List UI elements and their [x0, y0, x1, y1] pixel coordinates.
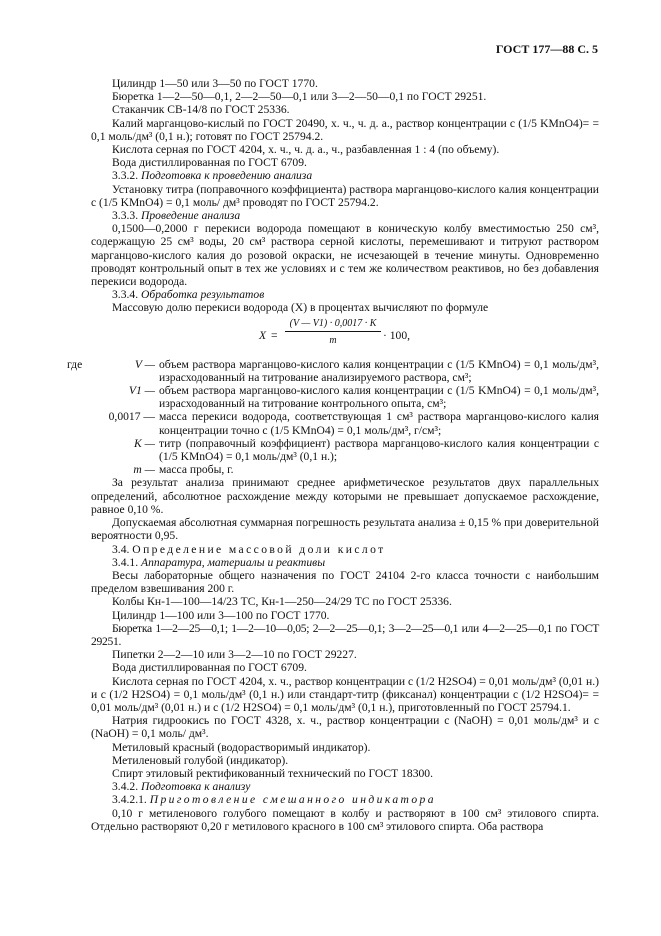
text-line: Кислота серная по ГОСТ 4204, х. ч., ч. д. а., ч., разбавленная 1 : 4 (по объему). [112, 143, 500, 157]
text-line: Бюретка 1—2—25—0,1; 1—2—10—0,05; 2—2—25—0,1; 3—2—25—0,1 или 4—2—25—0,1 по ГОСТ 29251. [91, 621, 599, 648]
text-line: Метиловый красный (водорастворимый индикатор). [112, 740, 371, 754]
section-heading-3-4-2: 3.4.2. Подготовка к анализу [112, 780, 251, 794]
definition-row [91, 437, 599, 463]
definition-text: объем раствора марганцово-кислого калия концентрации c (1/5 KMnO4) = 0,1 моль/дм³, израсходованный на титрование анализируемого раствора, см³; [159, 357, 599, 384]
definition-row [91, 384, 599, 410]
text-paragraph: Натрия гидроокись по ГОСТ 4328, х. ч., раствор концентрации c (NaOH) = 0,01 моль/дм³ и c (NaOH) = 0,1 моль/ дм³. [91, 714, 599, 741]
definition-row [91, 463, 599, 476]
text-line: Пипетки 2—2—10 или 3—2—10 по ГОСТ 29227. [112, 648, 357, 662]
definition-row [91, 410, 599, 436]
text-line: Колбы Кн-1—100—14/23 ТС, Кн-1—250—24/29 ТС по ГОСТ 25336. [112, 595, 452, 609]
definition-text: масса пробы, г. [159, 463, 234, 477]
formula-fraction [285, 317, 381, 347]
text-paragraph: Установку титра (поправочного коэффициента) раствора марганцово-кислого калия концентрации c (1/5 KMnO4) = 0,1 моль/ дм³ проводят по ГОСТ 25794.2. [91, 182, 599, 209]
text-line: Цилиндр 1—50 или 3—50 по ГОСТ 1770. [112, 77, 318, 90]
formula-equals: = [271, 328, 278, 342]
definition-text: титр (поправочный коэффициент) раствора марганцово-кислого калия концентрации c (1/5 KMnO4) = 0,1 моль/дм³ (0,1 н.); [159, 436, 599, 464]
page-header: ГОСТ 177—88 С. 5 [495, 42, 598, 56]
formula-denominator: m [329, 334, 337, 346]
text-line: Цилиндр 1—100 или 3—100 по ГОСТ 1770. [112, 608, 330, 622]
text-paragraph: Кислота серная по ГОСТ 4204, х. ч., раствор концентрации c (1/2 H2SO4) = 0,01 моль/дм³ (0,01 н.) и c (1/2 H2SO4) = 0,1 моль/дм³ (0,1 н.) или стандарт-титр (фиксанал) концентрации c (1/2 H2SO4)= = 0,01 моль/дм³ (0,01 н.) и c (1/2 H2SO4) = 0,1 моль/дм³ (0,1 н.), приготовленный по ГОСТ 25794.1. [91, 674, 599, 714]
text-paragraph: 0,1500—0,2000 г перекиси водорода помещают в коническую колбу вместимостью 250 см³, содержащую 25 см³ воды, 20 см³ раствора серной кислоты, перемешивают и титруют раствором марганцово-кислого калия до розовой окраски, не исчезающей в течение минуты. Одновременно проводят контрольный опыт в тех же условиях и с тем же количеством реактивов, но без добавления перекиси водорода. [91, 222, 599, 289]
section-heading-3-4: 3.4. Определение массовой доли кислот [112, 542, 386, 556]
text-paragraph: Весы лабораторные общего назначения по ГОСТ 24104 2-го класса точности с наибольшим пределом взвешивания 200 г. [91, 568, 599, 596]
text-paragraph: За результат анализа принимают среднее арифметическое результатов двух параллельных определений, абсолютное расхождение между которыми не превышает допускаемое расхождение, равное 0,10 %. [91, 476, 599, 516]
where-label: где [67, 357, 83, 371]
definition-symbol: 0,0017 — [108, 410, 155, 424]
section-heading-3-4-2-1: 3.4.2.1. Приготовление смешанного индикатора [112, 793, 436, 807]
definition-symbol: где V — [67, 357, 155, 371]
text-line: Бюретка 1—2—50—0,1, 2—2—50—0,1 или 3—2—50—0,1 по ГОСТ 29251. [112, 90, 487, 104]
definition-text: масса перекиси водорода, соответствующая 1 см³ раствора марганцово-кислого калия концентрации точно c (1/5 KMnO4) = 0,1 моль/дм³, г/см³; [159, 410, 599, 437]
text-paragraph: 0,10 г метиленового голубого помещают в колбу и растворяют в 100 см³ этилового спирта. Отдельно растворяют 0,20 г метилового красного в 100 см³ этилового спирта. Оба раствора [91, 806, 599, 833]
text-line: Вода дистиллированная по ГОСТ 6709. [112, 156, 307, 170]
text-line: Спирт этиловый ректификованный технический по ГОСТ 18300. [112, 766, 434, 780]
page-content [67, 77, 599, 833]
text-paragraph: Допускаемая абсолютная суммарная погрешность результата анализа ± 0,15 % при доверительной вероятности 0,95. [91, 516, 599, 543]
text-line: Вода дистиллированная по ГОСТ 6709. [112, 661, 307, 675]
text-line: Массовую долю перекиси водорода (X) в процентах вычисляют по формуле [112, 301, 489, 315]
definition-row [67, 357, 599, 384]
text-paragraph: Калий марганцово-кислый по ГОСТ 20490, х. ч., ч. д. а., раствор концентрации c (1/5 KMnO4)= = 0,1 моль/дм³ (0,1 н.); готовят по ГОСТ 25794.2. [91, 116, 599, 143]
section-heading-3-3-3: 3.3.3. Проведение анализа [112, 209, 241, 223]
text-line: Стаканчик СВ-14/8 по ГОСТ 25336. [112, 103, 290, 117]
section-heading-3-3-4: 3.3.4. Обработка результатов [112, 288, 265, 302]
formula [91, 315, 599, 358]
section-heading-3-4-1: 3.4.1. Аппаратура, материалы и реактивы [112, 555, 326, 569]
definition-symbol: m — [133, 463, 155, 477]
definition-symbol: V1 — [128, 384, 155, 398]
text-line: Метиленовый голубой (индикатор). [112, 753, 289, 767]
formula-rhs: · 100, [383, 328, 411, 342]
formula-lhs: X [259, 328, 267, 342]
formula-numerator: (V — V1) · 0,0017 · K [285, 317, 381, 332]
section-heading-3-3-2: 3.3.2. Подготовка к проведению анализа [112, 169, 313, 183]
definition-symbol: K — [134, 436, 155, 450]
variable-definitions [67, 357, 599, 477]
definition-text: объем раствора марганцово-кислого калия концентрации c (1/5 KMnO4) = 0,1 моль/дм³, израсходованный на титрование контрольного опыта, см³; [159, 384, 599, 411]
